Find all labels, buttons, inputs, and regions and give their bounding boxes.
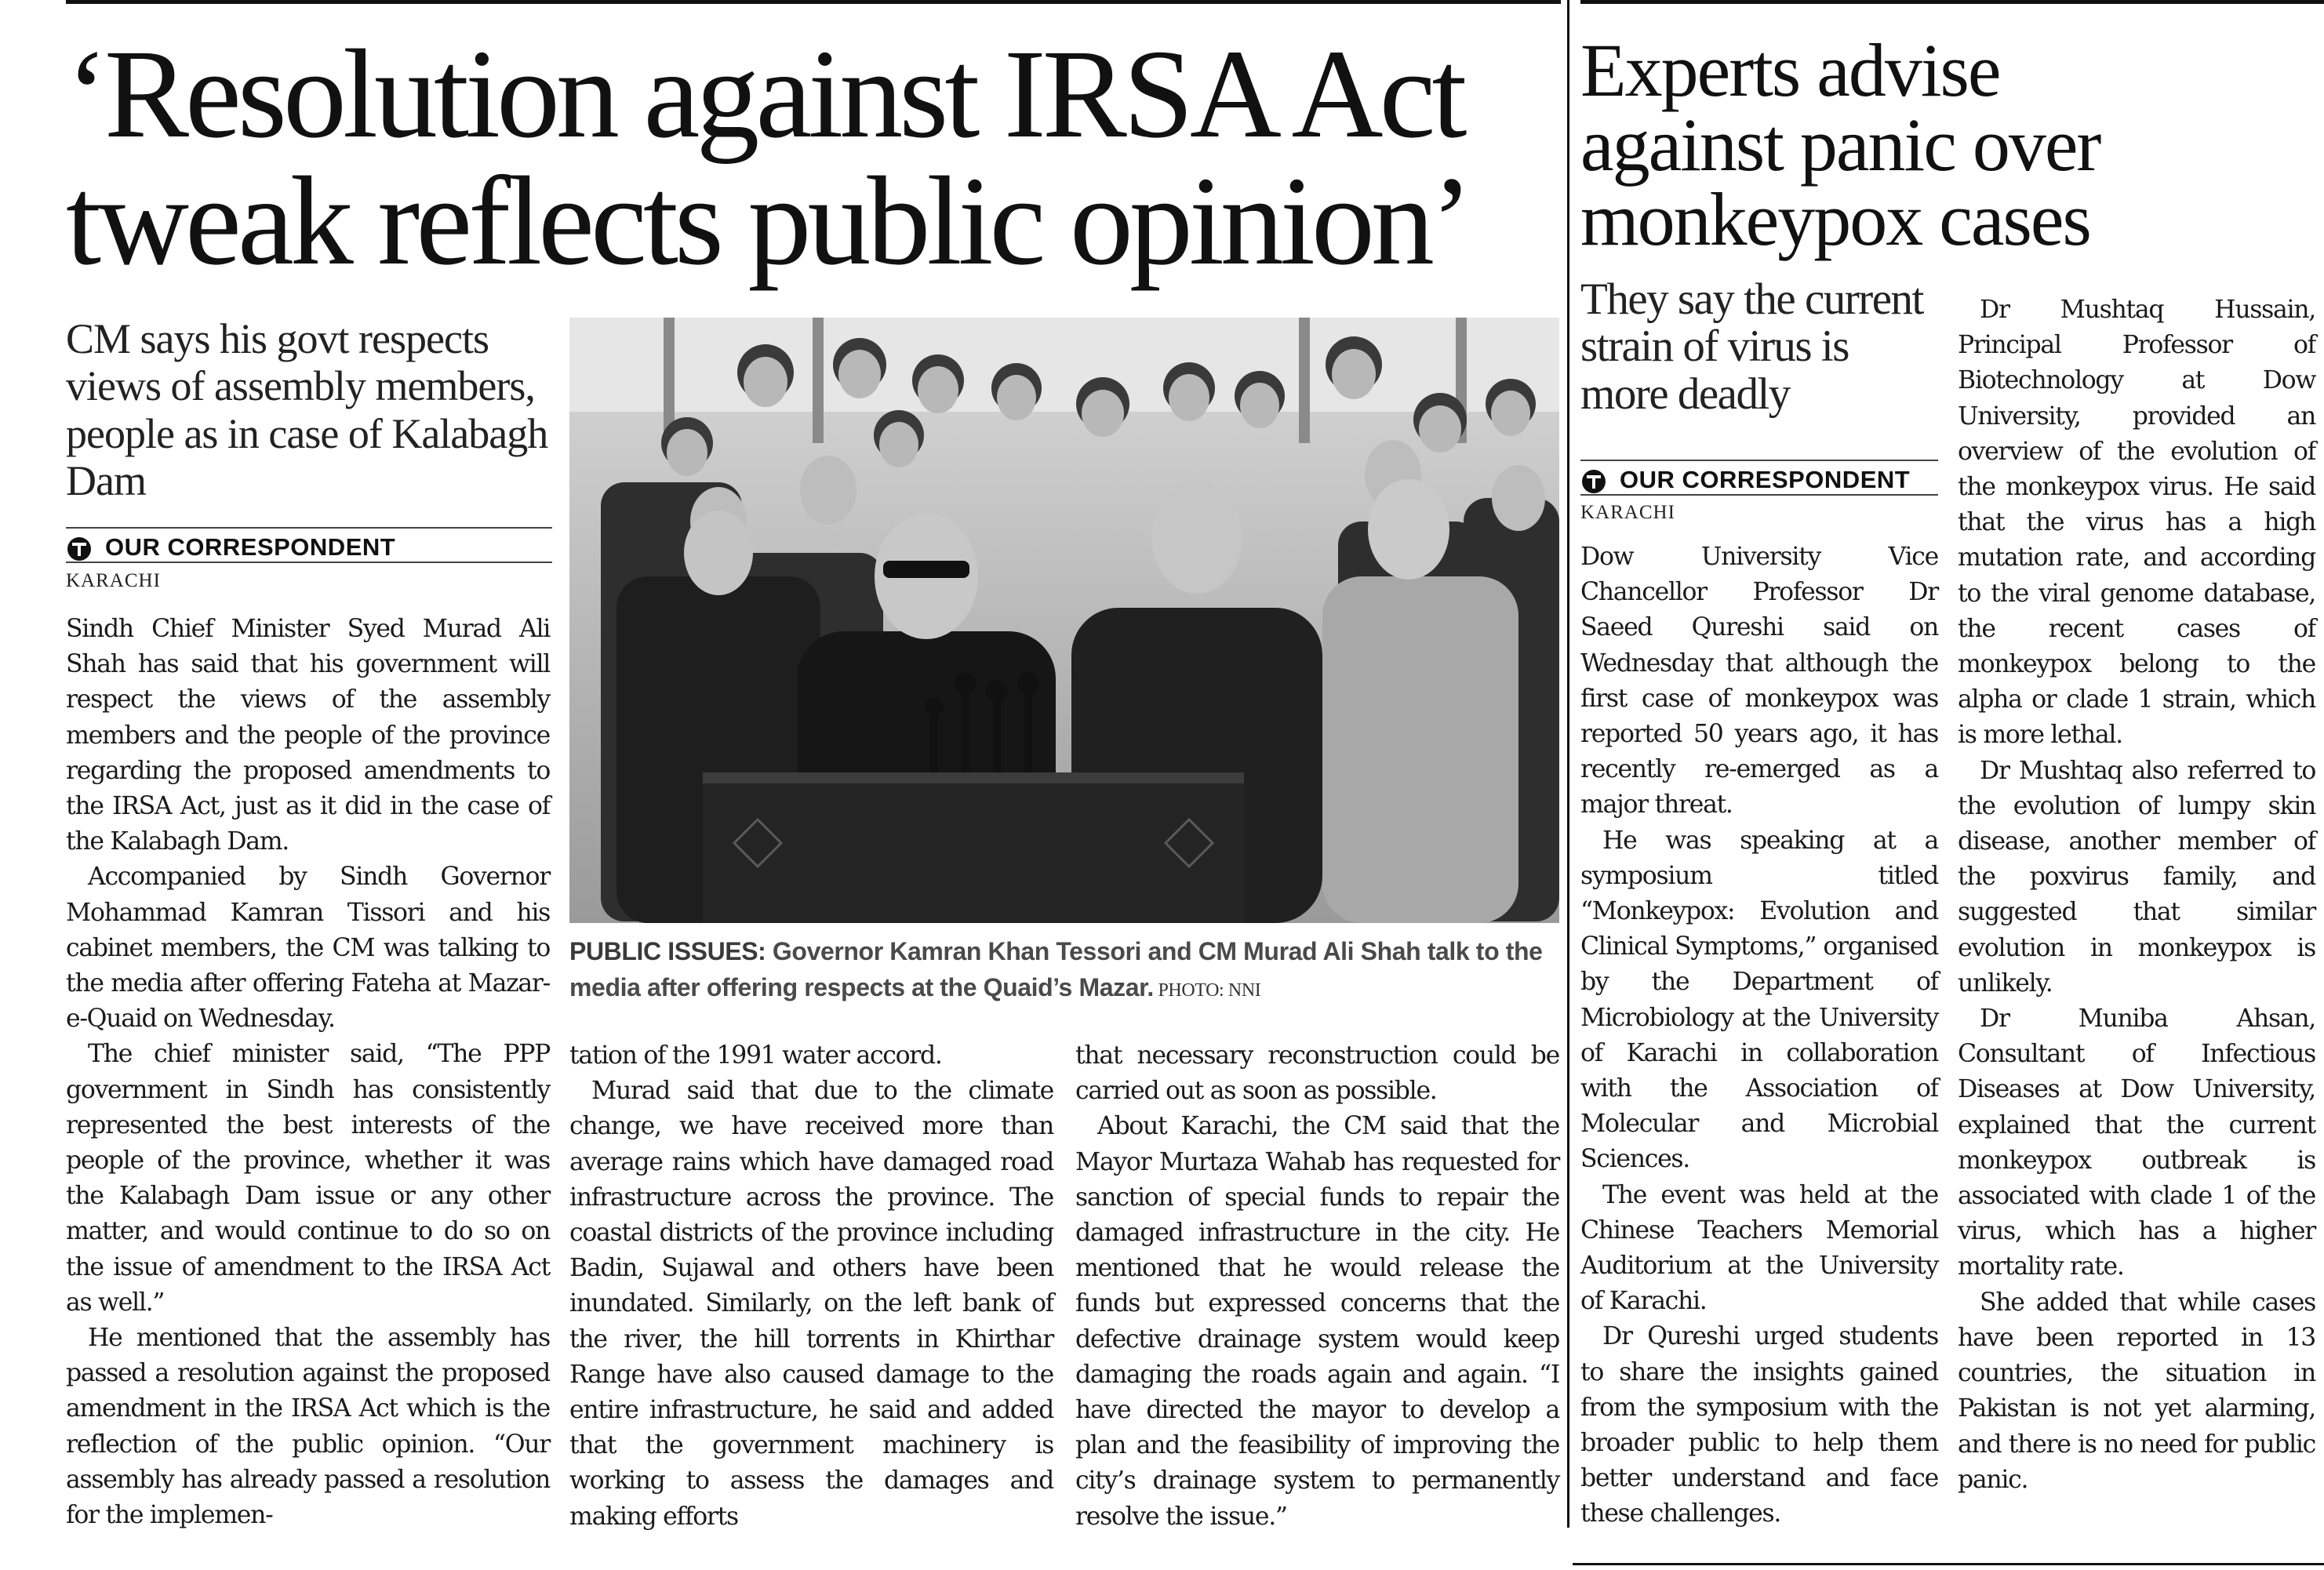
right-column-1 <box>1580 540 1938 1528</box>
left-col2-continued: tation of the 1991 water accord. <box>569 1041 942 1070</box>
left-headline <box>66 24 1548 292</box>
left-column-2 <box>569 1038 1053 1537</box>
right-headline <box>1580 28 2310 262</box>
left-deck: CM says his govt respects views of assembly members, people as in case of Kalabagh Dam <box>66 315 548 505</box>
right-paragraph-3: The event was held at the Chinese Teachers Memorial Auditorium at the University of Karachi. <box>1580 1180 1938 1316</box>
photo-caption <box>569 933 1559 1009</box>
left-column-1 <box>66 612 550 1537</box>
top-rule-left <box>66 0 1561 4</box>
left-col2-paragraph-1: Murad said that due to the climate change, we have received more than average rains which have damaged road infrastructure across the province. The coastal districts of the province including Badin, Sujawal and others have been inundated. Similarly, on the left bank of the river, the hill torrents in Khirthar Range have also caused damage to the entire infrastructure, he said and added that the government machinery is working to assess the damages and making efforts <box>569 1077 1053 1531</box>
right-headline-line1: Experts advise <box>1580 28 2000 112</box>
right-headline-line3: monkeypox cases <box>1580 177 2090 262</box>
right-col2-paragraph-1: Dr Mushtaq Hussain, Principal Professor of Biotechnology at Dow University, provided an overview of the evolution of the monkeypox virus. He said that the virus has a high mutation rate, and according to the viral genome database, the recent cases of monkeypox belong to the alpha or clade 1 strain, which is more lethal. <box>1958 296 2315 750</box>
left-dateline: KARACHI <box>66 570 161 591</box>
right-column-2 <box>1958 293 2315 1516</box>
right-headline-line2: against panic over <box>1580 103 2100 187</box>
caption-text: Governor Kamran Khan Tessori and CM Murad Ali Shah talk to the media after offering respects at the Quaid’s Mazar. <box>569 937 1543 1001</box>
left-byline-name: OUR CORRESPONDENT <box>105 533 396 561</box>
publication-logo-icon <box>67 537 91 561</box>
left-column-3 <box>1075 1038 1559 1537</box>
photo-credit: PHOTO: NNI <box>1153 980 1261 1001</box>
publication-logo-icon <box>1582 470 1606 493</box>
right-byline-name: OUR CORRESPONDENT <box>1620 466 1911 493</box>
left-paragraph-1: Sindh Chief Minister Syed Murad Ali Shah has said that his government will respect the views of the assembly members and the people of the province regarding the proposed amendments to the IRSA Act, just as it did in the case of the Kalabagh Dam. <box>66 615 550 856</box>
right-col2-paragraph-2: Dr Mushtaq also referred to the evolution of lumpy skin disease, another member of the poxvirus family, and suggested that similar evolution in monkeypox is unlikely. <box>1958 756 2315 998</box>
top-rule-right <box>1580 0 2324 4</box>
right-byline <box>1580 460 1938 496</box>
right-paragraph-4: Dr Qureshi urged students to share the insights gained from the symposium with the broader public to help them better understand and face these challenges. <box>1580 1322 1938 1528</box>
bottom-rule-right <box>1573 1563 2324 1565</box>
right-col2-paragraph-3: Dr Muniba Ahsan, Consultant of Infectious Diseases at Dow University, explained that the current monkeypox outbreak is associated with clade 1 of the virus, which has a higher mortality rate. <box>1958 1005 2315 1281</box>
caption-divider <box>1568 1529 1569 1570</box>
column-divider <box>1567 0 1569 1528</box>
left-col3-continued: that necessary reconstruction could be carried out as soon as possible. <box>1075 1041 1559 1106</box>
left-col3-paragraph-1: About Karachi, the CM said that the Mayor Murtaza Wahab has requested for sanction of special funds to repair the damaged infrastructure in the city. He mentioned that he would release the funds but expressed concerns that the defective drainage system would keep damaging the roads again and again. “I have directed the mayor to develop a plan and the feasibility of improving the city’s drainage system to permanently resolve the issue.” <box>1075 1112 1559 1531</box>
right-col2-paragraph-4: She added that while cases have been reported in 13 countries, the situation in Pakistan is not yet alarming, and there is no need for public panic. <box>1958 1288 2315 1494</box>
left-paragraph-2: Accompanied by Sindh Governor Mohammad Kamran Tissori and his cabinet members, the CM was talking to the media after offering Fateha at Mazar-e-Quaid on Wednesday. <box>66 863 550 1034</box>
left-byline <box>66 527 552 563</box>
press-conference-photo <box>569 318 1559 923</box>
left-headline-line2: tweak reflects public opinion’ <box>66 151 1469 292</box>
news-photo <box>569 318 1559 923</box>
caption-kicker: PUBLIC ISSUES: <box>569 937 766 965</box>
right-deck: They say the current strain of virus is more deadly <box>1580 274 1923 419</box>
right-paragraph-2: He was speaking at a symposium titled “Monkeypox: Evolution and Clinical Symptoms,” organised by the Department of Microbiology at the University of Karachi in collaboration with the Association of Molecular and Microbial Sciences. <box>1580 826 1938 1174</box>
left-headline-line1: ‘Resolution against IRSA Act <box>66 24 1464 165</box>
left-paragraph-3: The chief minister said, “The PPP government in Sindh has consistently represented the best interests of the people of the province, whether it was the Kalabagh Dam issue or any other matter, and would continue to do so on the issue of amendment to the IRSA Act as well.” <box>66 1040 550 1317</box>
left-paragraph-4: He mentioned that the assembly has passed a resolution against the proposed amendment in the IRSA Act which is the reflection of the public opinion. “Our assembly has already passed a resolution for the implemen- <box>66 1324 550 1530</box>
right-paragraph-1: Dow University Vice Chancellor Professor Dr Saeed Qureshi said on Wednesday that although the first case of monkeypox was reported 50 years ago, it has recently re-emerged as a major threat. <box>1580 543 1938 820</box>
right-dateline: KARACHI <box>1580 502 1675 523</box>
